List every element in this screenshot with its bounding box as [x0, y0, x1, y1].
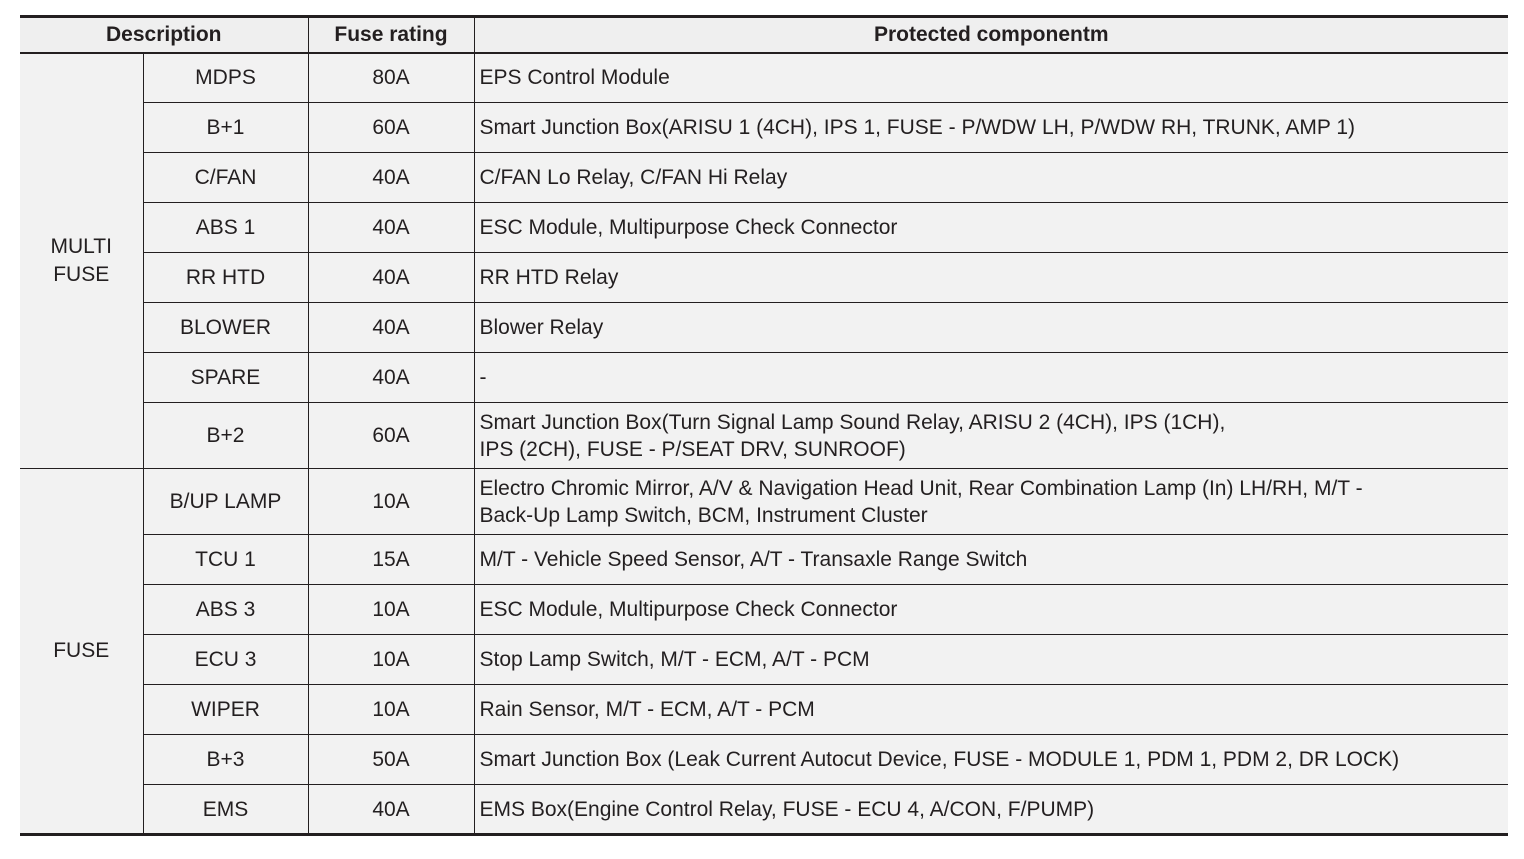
fuse-name: B+3	[143, 735, 308, 785]
fuse-rating: 10A	[308, 585, 474, 635]
table-row	[20, 469, 1508, 535]
table-row	[20, 353, 1508, 403]
section-multi-fuse	[20, 53, 1508, 469]
fuse-name: MDPS	[143, 53, 308, 103]
group-label-multi-fuse: MULTI FUSE	[20, 53, 143, 469]
fuse-rating: 50A	[308, 735, 474, 785]
section-fuse	[20, 469, 1508, 835]
fuse-name: B+2	[143, 403, 308, 469]
protected-component: Rain Sensor, M/T - ECM, A/T - PCM	[474, 685, 1508, 735]
table-header	[20, 17, 1508, 53]
table-row	[20, 735, 1508, 785]
table-row	[20, 253, 1508, 303]
fuse-rating: 40A	[308, 153, 474, 203]
table-row	[20, 403, 1508, 469]
protected-component: -	[474, 353, 1508, 403]
fuse-name: ABS 1	[143, 203, 308, 253]
table-row	[20, 635, 1508, 685]
protected-component: Stop Lamp Switch, M/T - ECM, A/T - PCM	[474, 635, 1508, 685]
table-row	[20, 203, 1508, 253]
fuse-name: B+1	[143, 103, 308, 153]
fuse-rating: 40A	[308, 253, 474, 303]
protected-component: Smart Junction Box(Turn Signal Lamp Sound Relay, ARISU 2 (4CH), IPS (1CH), IPS (2CH), FUSE - P/SEAT DRV, SUNROOF)	[474, 403, 1508, 469]
table-row	[20, 535, 1508, 585]
protected-component: Electro Chromic Mirror, A/V & Navigation Head Unit, Rear Combination Lamp (In) LH/RH, M/T - Back-Up Lamp Switch, BCM, Instrument Cluster	[474, 469, 1508, 535]
fuse-name: WIPER	[143, 685, 308, 735]
protected-component: C/FAN Lo Relay, C/FAN Hi Relay	[474, 153, 1508, 203]
fuse-name: RR HTD	[143, 253, 308, 303]
fuse-name: SPARE	[143, 353, 308, 403]
fuse-name: ECU 3	[143, 635, 308, 685]
fuse-rating: 80A	[308, 53, 474, 103]
fuse-rating: 10A	[308, 685, 474, 735]
fuse-name: ABS 3	[143, 585, 308, 635]
table-row	[20, 53, 1508, 103]
fuse-rating: 40A	[308, 785, 474, 835]
fuse-rating: 10A	[308, 469, 474, 535]
protected-component: EMS Box(Engine Control Relay, FUSE - ECU 4, A/CON, F/PUMP)	[474, 785, 1508, 835]
fuse-name: EMS	[143, 785, 308, 835]
fuse-rating: 40A	[308, 303, 474, 353]
fuse-table	[20, 15, 1508, 836]
group-label-fuse: FUSE	[20, 469, 143, 835]
fuse-rating: 60A	[308, 403, 474, 469]
protected-component: Smart Junction Box (Leak Current Autocut Device, FUSE - MODULE 1, PDM 1, PDM 2, DR LOCK)	[474, 735, 1508, 785]
fuse-name: B/UP LAMP	[143, 469, 308, 535]
protected-component: ESC Module, Multipurpose Check Connector	[474, 585, 1508, 635]
protected-component: M/T - Vehicle Speed Sensor, A/T - Transaxle Range Switch	[474, 535, 1508, 585]
fuse-rating: 40A	[308, 353, 474, 403]
fuse-rating: 15A	[308, 535, 474, 585]
table-row	[20, 153, 1508, 203]
table-row	[20, 585, 1508, 635]
fuse-name: TCU 1	[143, 535, 308, 585]
fuse-rating: 60A	[308, 103, 474, 153]
header-protected-component: Protected componentm	[474, 17, 1508, 53]
table-row	[20, 785, 1508, 835]
fuse-name: BLOWER	[143, 303, 308, 353]
header-fuse-rating: Fuse rating	[308, 17, 474, 53]
table-row	[20, 303, 1508, 353]
table-row	[20, 685, 1508, 735]
protected-component: Blower Relay	[474, 303, 1508, 353]
header-row	[20, 17, 1508, 53]
fuse-rating: 10A	[308, 635, 474, 685]
fuse-rating: 40A	[308, 203, 474, 253]
protected-component: ESC Module, Multipurpose Check Connector	[474, 203, 1508, 253]
table-row	[20, 103, 1508, 153]
fuse-name: C/FAN	[143, 153, 308, 203]
protected-component: Smart Junction Box(ARISU 1 (4CH), IPS 1, FUSE - P/WDW LH, P/WDW RH, TRUNK, AMP 1)	[474, 103, 1508, 153]
header-description: Description	[20, 17, 308, 53]
protected-component: RR HTD Relay	[474, 253, 1508, 303]
protected-component: EPS Control Module	[474, 53, 1508, 103]
